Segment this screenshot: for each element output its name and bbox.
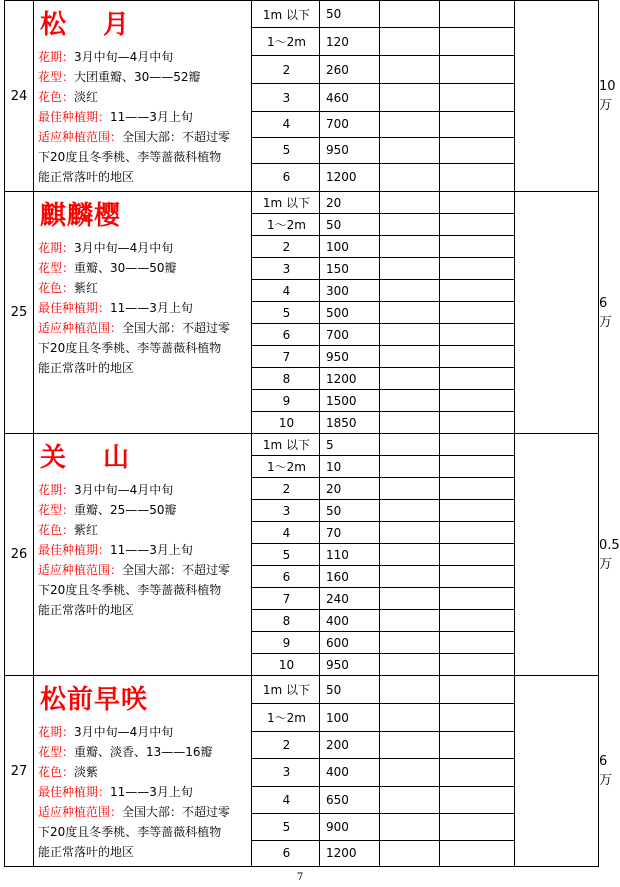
size-cell: 5 — [252, 302, 320, 324]
size-cell: 8 — [252, 368, 320, 390]
description-text: 11——3月上旬 — [110, 785, 193, 799]
description-text: 下20度且冬季桃、李等蔷薇科植物 — [38, 341, 222, 355]
description-label: 最佳种植期： — [38, 301, 111, 315]
description-line — [38, 238, 245, 258]
empty-cell — [380, 28, 440, 56]
empty-cell — [440, 324, 515, 346]
description-text: 大团重瓣、30——52瓣 — [74, 70, 201, 84]
description-label: 适应种植范围： — [38, 321, 123, 335]
value-cell: 700 — [320, 111, 380, 137]
description-label: 适应种植范围： — [38, 563, 123, 577]
description-text: 全国大部：不超过零 — [122, 130, 231, 144]
empty-cell — [440, 632, 515, 654]
description-label: 花期： — [38, 483, 75, 497]
empty-cell — [380, 704, 440, 732]
variety-name: 松前早咲 — [40, 685, 149, 715]
empty-cell — [380, 214, 440, 236]
size-cell: 1～2m — [252, 704, 320, 732]
empty-cell — [440, 28, 515, 56]
empty-cell — [380, 368, 440, 390]
empty-cell — [380, 192, 440, 214]
value-cell: 600 — [320, 632, 380, 654]
value-cell: 240 — [320, 588, 380, 610]
description-text: 能正常落叶的地区 — [38, 361, 135, 375]
description-line — [38, 600, 245, 620]
empty-cell — [440, 111, 515, 137]
value-cell: 260 — [320, 56, 380, 84]
size-cell: 1m 以下 — [252, 192, 320, 214]
size-cell: 5 — [252, 544, 320, 566]
description-line — [38, 258, 245, 278]
size-cell: 5 — [252, 137, 320, 163]
value-cell: 50 — [320, 500, 380, 522]
description-text: 3月中旬—4月中旬 — [74, 725, 174, 739]
value-cell: 900 — [320, 813, 380, 840]
empty-cell — [440, 522, 515, 544]
size-cell: 8 — [252, 610, 320, 632]
empty-cell — [440, 500, 515, 522]
value-cell: 160 — [320, 566, 380, 588]
empty-cell — [380, 478, 440, 500]
value-cell: 1200 — [320, 840, 380, 866]
description-line — [38, 358, 245, 378]
empty-merged-cell — [515, 434, 599, 676]
variety-name: 松 月 — [40, 10, 144, 40]
size-cell: 2 — [252, 478, 320, 500]
description-text: 3月中旬—4月中旬 — [74, 483, 174, 497]
empty-cell — [380, 56, 440, 84]
empty-cell — [440, 302, 515, 324]
value-cell: 1200 — [320, 368, 380, 390]
description-label: 花期： — [38, 241, 75, 255]
description-text: 淡红 — [74, 90, 99, 104]
description-text: 3月中旬—4月中旬 — [74, 241, 174, 255]
empty-cell — [380, 111, 440, 137]
empty-merged-cell — [515, 676, 599, 867]
description-text: 11——3月上旬 — [110, 543, 193, 557]
description-label: 花色： — [38, 281, 75, 295]
price-table — [4, 0, 620, 867]
empty-cell — [440, 236, 515, 258]
description-line — [38, 742, 245, 762]
entry-number: 27 — [5, 676, 34, 867]
value-cell: 50 — [320, 214, 380, 236]
value-cell: 100 — [320, 236, 380, 258]
size-cell: 3 — [252, 84, 320, 111]
empty-cell — [380, 588, 440, 610]
value-cell: 20 — [320, 192, 380, 214]
description-line — [38, 802, 245, 822]
empty-cell — [440, 346, 515, 368]
empty-cell — [380, 258, 440, 280]
empty-cell — [440, 566, 515, 588]
empty-cell — [440, 840, 515, 866]
variety-description — [34, 676, 252, 867]
empty-cell — [380, 412, 440, 434]
description-text: 3月中旬—4月中旬 — [74, 50, 174, 64]
description-line — [38, 127, 245, 147]
description-label: 花色： — [38, 523, 75, 537]
value-cell: 650 — [320, 786, 380, 813]
empty-cell — [440, 258, 515, 280]
value-cell: 500 — [320, 302, 380, 324]
description-text: 能正常落叶的地区 — [38, 603, 135, 617]
entry-number: 24 — [5, 1, 34, 192]
size-cell: 10 — [252, 412, 320, 434]
description-line — [38, 67, 245, 87]
empty-cell — [380, 813, 440, 840]
empty-cell — [440, 1, 515, 28]
empty-cell — [440, 813, 515, 840]
empty-cell — [380, 786, 440, 813]
size-cell: 1m 以下 — [252, 676, 320, 704]
empty-cell — [440, 478, 515, 500]
empty-cell — [440, 676, 515, 704]
entry-number: 25 — [5, 192, 34, 434]
empty-cell — [440, 588, 515, 610]
value-cell: 950 — [320, 137, 380, 163]
size-cell: 2 — [252, 732, 320, 759]
description-line — [38, 822, 245, 842]
empty-merged-cell — [515, 192, 599, 434]
size-cell: 1m 以下 — [252, 434, 320, 456]
empty-cell — [380, 632, 440, 654]
empty-cell — [380, 390, 440, 412]
description-line — [38, 47, 245, 67]
description-text: 全国大部：不超过零 — [122, 321, 231, 335]
empty-cell — [380, 434, 440, 456]
size-cell: 1m 以下 — [252, 1, 320, 28]
empty-cell — [440, 163, 515, 191]
value-cell: 50 — [320, 1, 380, 28]
variety-description — [34, 1, 252, 192]
entry-number: 26 — [5, 434, 34, 676]
empty-cell — [440, 84, 515, 111]
description-text: 重瓣、30——50瓣 — [74, 261, 177, 275]
empty-cell — [440, 544, 515, 566]
table-row: 26 关 山 花期：3月中旬—4月中旬 花型：重瓣、25——50瓣 花色：紫红 最佳种植期：11——3月上旬 适应种植范围：全国大部：不超过零 下20度且冬季桃、李等蔷薇科植物 能正常落叶的地区 1m 以下 5 0.5 万 — [5, 434, 599, 456]
empty-cell — [380, 840, 440, 866]
value-cell: 950 — [320, 346, 380, 368]
description-text: 淡紫 — [74, 765, 99, 779]
empty-cell — [380, 1, 440, 28]
description-text: 下20度且冬季桃、李等蔷薇科植物 — [38, 825, 222, 839]
empty-cell — [440, 56, 515, 84]
empty-cell — [440, 786, 515, 813]
size-cell: 4 — [252, 522, 320, 544]
empty-cell — [440, 137, 515, 163]
description-line — [38, 560, 245, 580]
empty-cell — [380, 676, 440, 704]
empty-cell — [380, 732, 440, 759]
value-cell: 120 — [320, 28, 380, 56]
description-label: 最佳种植期： — [38, 110, 111, 124]
size-cell: 9 — [252, 632, 320, 654]
value-cell: 10 — [320, 456, 380, 478]
description-line — [38, 762, 245, 782]
size-cell: 1～2m — [252, 28, 320, 56]
description-line — [38, 338, 245, 358]
description-line — [38, 318, 245, 338]
size-cell: 2 — [252, 56, 320, 84]
empty-cell — [380, 137, 440, 163]
variety-name: 关 山 — [40, 443, 144, 473]
empty-cell — [440, 732, 515, 759]
value-cell: 400 — [320, 759, 380, 786]
description-line — [38, 107, 245, 127]
size-cell: 6 — [252, 324, 320, 346]
empty-cell — [440, 456, 515, 478]
empty-cell — [440, 214, 515, 236]
description-line — [38, 147, 245, 167]
empty-cell — [380, 566, 440, 588]
price-table-body — [5, 1, 620, 867]
description-text: 11——3月上旬 — [110, 110, 193, 124]
size-cell: 4 — [252, 280, 320, 302]
value-cell: 200 — [320, 732, 380, 759]
description-line — [38, 782, 245, 802]
variety-name: 麒麟樱 — [40, 201, 122, 231]
size-cell: 9 — [252, 390, 320, 412]
size-cell: 6 — [252, 840, 320, 866]
description-line — [38, 278, 245, 298]
empty-cell — [440, 192, 515, 214]
description-line — [38, 480, 245, 500]
empty-cell — [380, 84, 440, 111]
empty-cell — [440, 368, 515, 390]
description-text: 全国大部：不超过零 — [122, 563, 231, 577]
value-cell: 400 — [320, 610, 380, 632]
description-line — [38, 298, 245, 318]
description-label: 适应种植范围： — [38, 130, 123, 144]
empty-cell — [380, 500, 440, 522]
description-label: 花期： — [38, 725, 75, 739]
empty-cell — [380, 610, 440, 632]
size-cell: 2 — [252, 236, 320, 258]
description-text: 能正常落叶的地区 — [38, 845, 135, 859]
description-label: 花期： — [38, 50, 75, 64]
value-cell: 1500 — [320, 390, 380, 412]
size-cell: 3 — [252, 500, 320, 522]
description-label: 花型： — [38, 261, 75, 275]
empty-cell — [440, 434, 515, 456]
size-cell: 1～2m — [252, 214, 320, 236]
size-cell: 7 — [252, 346, 320, 368]
size-cell: 1～2m — [252, 456, 320, 478]
page-number: 7 — [296, 872, 304, 883]
description-text: 紫红 — [74, 281, 99, 295]
variety-description — [34, 434, 252, 676]
empty-cell — [440, 390, 515, 412]
empty-cell — [380, 759, 440, 786]
empty-cell — [380, 236, 440, 258]
empty-merged-cell — [515, 1, 599, 192]
size-cell: 5 — [252, 813, 320, 840]
empty-cell — [440, 412, 515, 434]
size-cell: 3 — [252, 258, 320, 280]
description-label: 最佳种植期： — [38, 785, 111, 799]
size-cell: 6 — [252, 163, 320, 191]
value-cell: 950 — [320, 654, 380, 676]
value-cell: 300 — [320, 280, 380, 302]
description-text: 11——3月上旬 — [110, 301, 193, 315]
table-row: 25 麒麟樱 花期：3月中旬—4月中旬 花型：重瓣、30——50瓣 花色：紫红 最佳种植期：11——3月上旬 适应种植范围：全国大部：不超过零 下20度且冬季桃、李等蔷薇科植物 能正常落叶的地区 1m 以下 20 6 万 — [5, 192, 599, 214]
empty-cell — [440, 704, 515, 732]
description-line — [38, 520, 245, 540]
value-cell: 5 — [320, 434, 380, 456]
table-row: 27 松前早咲 花期：3月中旬—4月中旬 花型：重瓣、淡香、13——16瓣 花色：淡紫 最佳种植期：11——3月上旬 适应种植范围：全国大部：不超过零 下20度且冬季桃、李等蔷薇科植物 能正常落叶的地区 1m 以下 50 6 万 — [5, 676, 599, 704]
value-cell: 50 — [320, 676, 380, 704]
description-line — [38, 87, 245, 107]
description-label: 花型： — [38, 70, 75, 84]
value-cell: 70 — [320, 522, 380, 544]
empty-cell — [440, 759, 515, 786]
size-cell: 7 — [252, 588, 320, 610]
empty-cell — [380, 324, 440, 346]
empty-cell — [440, 280, 515, 302]
size-cell: 4 — [252, 786, 320, 813]
value-cell: 460 — [320, 84, 380, 111]
size-cell: 4 — [252, 111, 320, 137]
value-cell: 20 — [320, 478, 380, 500]
description-line — [38, 842, 245, 862]
empty-cell — [380, 654, 440, 676]
empty-cell — [380, 163, 440, 191]
value-cell: 100 — [320, 704, 380, 732]
size-cell: 6 — [252, 566, 320, 588]
description-label: 花型： — [38, 503, 75, 517]
description-line — [38, 167, 245, 187]
description-text: 重瓣、25——50瓣 — [74, 503, 177, 517]
value-cell: 1850 — [320, 412, 380, 434]
empty-cell — [440, 654, 515, 676]
description-label: 最佳种植期： — [38, 543, 111, 557]
description-label: 花色： — [38, 90, 75, 104]
empty-cell — [380, 280, 440, 302]
empty-cell — [380, 522, 440, 544]
value-cell: 110 — [320, 544, 380, 566]
description-line — [38, 500, 245, 520]
description-text: 能正常落叶的地区 — [38, 170, 135, 184]
description-label: 花色： — [38, 765, 75, 779]
size-cell: 3 — [252, 759, 320, 786]
description-text: 重瓣、淡香、13——16瓣 — [74, 745, 213, 759]
variety-description — [34, 192, 252, 434]
value-cell: 1200 — [320, 163, 380, 191]
table-row: 24 松 月 花期：3月中旬—4月中旬 花型：大团重瓣、30——52瓣 花色：淡红 最佳种植期：11——3月上旬 适应种植范围：全国大部：不超过零 下20度且冬季桃、李等蔷薇科植物 能正常落叶的地区 1m 以下 50 10 万 — [5, 1, 599, 28]
description-line — [38, 722, 245, 742]
size-cell: 10 — [252, 654, 320, 676]
description-line — [38, 540, 245, 560]
description-label: 适应种植范围： — [38, 805, 123, 819]
description-text: 下20度且冬季桃、李等蔷薇科植物 — [38, 583, 222, 597]
description-text: 紫红 — [74, 523, 99, 537]
value-cell: 700 — [320, 324, 380, 346]
description-label: 花型： — [38, 745, 75, 759]
empty-cell — [380, 346, 440, 368]
value-cell: 150 — [320, 258, 380, 280]
empty-cell — [440, 610, 515, 632]
description-line — [38, 580, 245, 600]
description-text: 全国大部：不超过零 — [122, 805, 231, 819]
empty-cell — [380, 302, 440, 324]
empty-cell — [380, 544, 440, 566]
description-text: 下20度且冬季桃、李等蔷薇科植物 — [38, 150, 222, 164]
empty-cell — [380, 456, 440, 478]
